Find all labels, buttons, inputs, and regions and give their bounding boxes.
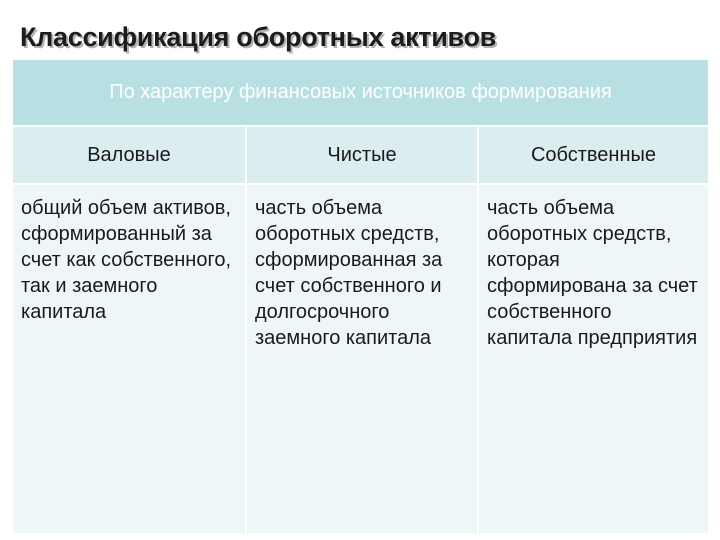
slide-title: Классификация оборотных активов bbox=[20, 22, 496, 52]
table-header-row bbox=[12, 59, 709, 126]
classification-table bbox=[11, 58, 710, 535]
table-header: По характеру финансовых источников формирования bbox=[12, 59, 709, 126]
column-header-net: Чистые bbox=[246, 126, 478, 184]
column-header-gross: Валовые bbox=[12, 126, 246, 184]
table-row bbox=[12, 184, 709, 534]
column-header-own: Собственные bbox=[478, 126, 709, 184]
cell-gross: общий объем активов, сформированный за счет как собственного, так и заемного капитала bbox=[12, 184, 246, 534]
column-headers-row bbox=[12, 126, 709, 184]
cell-net: часть объема оборотных средств, сформированная за счет собственного и долгосрочного заемного капитала bbox=[246, 184, 478, 534]
cell-own: часть объема оборотных средств, которая сформирована за счет собственного капитала предприятия bbox=[478, 184, 709, 534]
